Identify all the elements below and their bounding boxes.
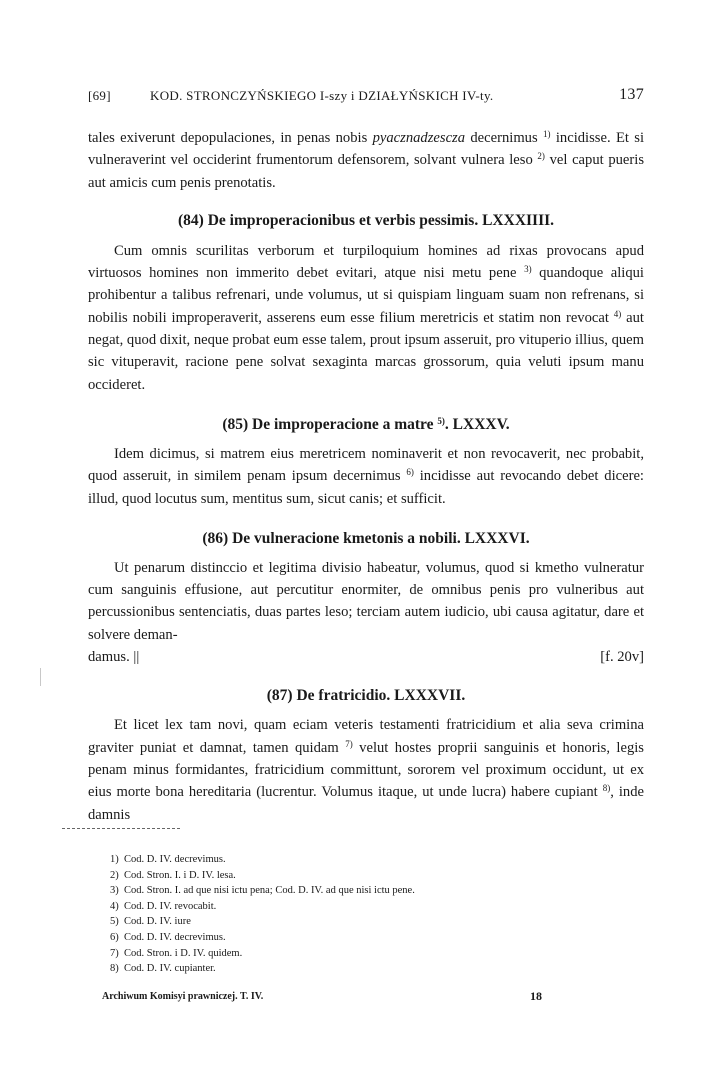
intro-paragraph: tales exiverunt depopulaciones, in penas nobis pyacznadzescza decernimus $^{1)}$ incidisse. Et si vulneraverint vel occiderint frumentorum defensorem, solvant vulnera leso $^{2)}$ vel caput pueris aut amicis cum penis prenotatis. (88, 129, 645, 191)
footnote-rule (62, 828, 180, 829)
section-heading-87: (87) De fratricidio. LXXXVII. (266, 687, 466, 705)
footnote: 3) Cod. Stron. I. ad que nisi ictu pena; Cod. D. IV. ad que nisi ictu pene. (110, 885, 415, 897)
section-87-text: Et licet lex tam novi, quam eciam veteris testamenti fratricidium et alia seva crimina graviter puniat et damnat, tamen quidam $^{7)}$ velut hostes proprii sanguinis et honoris, legis penam minus formidantes, fratricidium committunt, sororem vel proximum occidunt, ut ex eius morte bona hereditaria (lucrentur. Volumus itaque, ut unde lucra) habere cupiant $^{8)}$, inde damnis (88, 717, 644, 823)
footnotes (110, 852, 610, 977)
footnote: 2) Cod. Stron. I. i D. IV. lesa. (110, 869, 236, 881)
line-number: [69] (88, 88, 111, 103)
footnote: 4) Cod. D. IV. revocabit. (110, 900, 217, 912)
footnote-ref: 4) (613, 308, 622, 319)
page-number: 137 (619, 86, 644, 103)
margin-mark (40, 668, 41, 686)
folio-marker: [f. 20v] (600, 649, 644, 666)
footnote: 5) Cod. D. IV. iure (110, 916, 191, 928)
footnote: 6) Cod. D. IV. decrevimus. (110, 931, 226, 943)
section-84-text: Cum omnis scurilitas verborum et turpiloquium homines ad rixas provocans apud virtuosos homines non immerito debet evitari, atque nisi metu pene $^{3)}$ quandoque aliqui prohibentur a talibus refrenari, unde volumus, ut si quispiam linguam suam non refrenans, si nobilis nobili improperaverit, asserens eum esse filium meretricis et statim non revocat $^{4)}$ aut negat, quod dixit, neque probat eum esse talem, prout ipsum asseruit, pro vituperio illius, quem sic vituperavit, racione pene solvat sexaginta marcas grossorum, quia veluti ipsum manu occideret. (88, 242, 644, 393)
text-body (88, 127, 644, 826)
footnote-ref: 2) (537, 151, 545, 162)
italic-term: pyacznadzescza (372, 130, 466, 146)
signature-mark: 18 (530, 989, 542, 1003)
footnote: 8) Cod. D. IV. cupianter. (110, 963, 216, 975)
footnote-ref: 3) (524, 264, 532, 275)
header-title: KOD. STRONCZYŃSKIEGO I-szy i DZIAŁYŃSKICH IV-ty. (150, 88, 494, 103)
footnote-ref: 8) (602, 783, 611, 794)
section-heading-84: (84) De improperacionibus et verbis pessimis. LXXXIIII. (177, 211, 555, 229)
section-heading-86: (86) De vulneracione kmetonis a nobili. LXXXVI. (202, 529, 530, 547)
footnote-ref: 5) (437, 415, 445, 426)
footnote-ref: 7) (345, 738, 353, 749)
footnote: 7) Cod. Stron. i D. IV. quidem. (110, 947, 243, 959)
section-heading-85: (85) De improperacione a matre $^{5)}$. LXXXV. (222, 415, 510, 433)
page-footer (102, 991, 542, 1002)
section-85-text: Idem dicimus, si matrem eius meretricem nominaverit et non revocaverit, nec probabit, quod asseruit, in similem penam ipsum decernimus $^{6)}$ incidisse aut revocando debet dicere: illud, quod locutus sum, mentitus sum, sicut canis; et sufficit. (88, 445, 644, 507)
footnote: 1) Cod. D. IV. decrevimus. (110, 854, 226, 865)
publication-title: Archiwum Komisyi prawniczej. T. IV. (102, 991, 264, 1002)
footnote-ref: 1) (543, 129, 551, 139)
footnote-ref: 6) (406, 467, 414, 478)
section-86-last-line: damus. || [f. 20v] (88, 646, 644, 668)
section-86-text: Ut penarum distinccio et legitima divisio habeatur, volumus, quod si kmetho vulneratur cum sanguinis effusione, aut percutitur enormiter, de omnibus penis pro vulneribus aut percussionibus sentenciatis, duas partes leso; terciam autem iudicio, ubi causa agitatur, dare et solvere deman- (88, 559, 644, 643)
